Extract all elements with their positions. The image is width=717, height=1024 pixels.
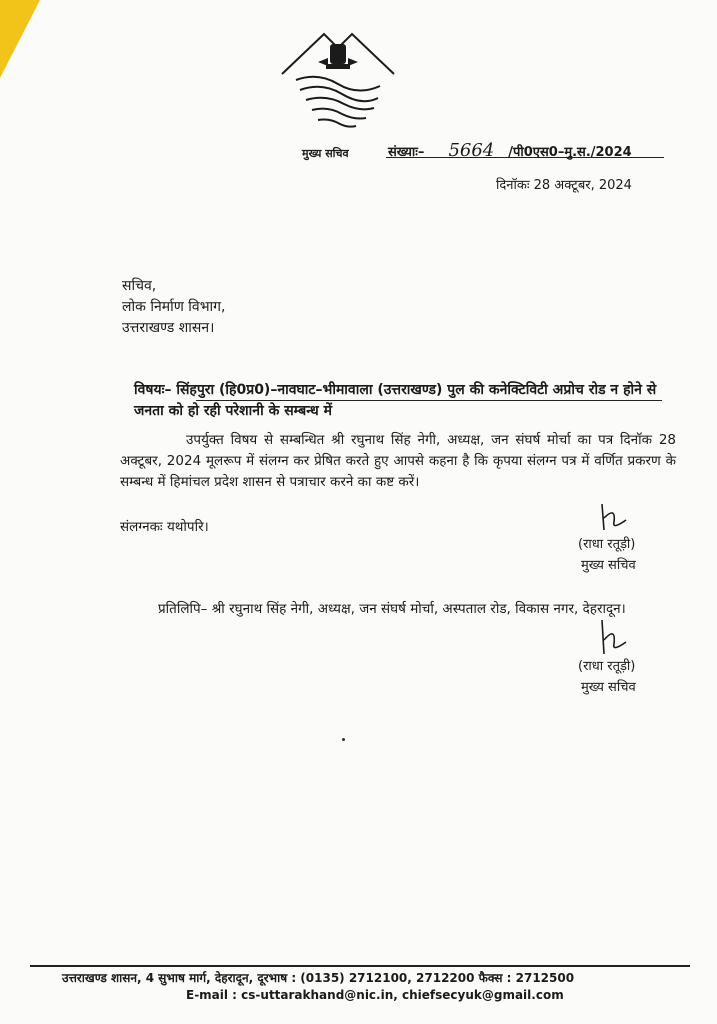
subject-text: सिंहपुरा (हि0प्र0)–नावघाट–भीमावाला (उत्तराखण्ड) पुल की कनेक्टिविटी अप्रोच रोड न होने से जनता को हो रही परेशानी के सम्बन्ध में <box>134 382 657 419</box>
subject-block <box>134 380 684 422</box>
signatory-name: (राधा रतूड़ी) <box>578 537 636 552</box>
signatory-designation: मुख्य सचिव <box>581 680 636 695</box>
letter-date: दिनॉकः 28 अक्टूबर, 2024 <box>496 178 632 193</box>
signature-icon <box>594 618 630 660</box>
ref-underline <box>386 157 664 158</box>
ref-label: संख्याः– <box>388 145 425 160</box>
footer-email: E-mail : cs-uttarakhand@nic.in, chiefsecyuk@gmail.com <box>186 988 564 1002</box>
paper-corner <box>0 0 40 78</box>
subject-label: विषयः– <box>134 382 172 398</box>
signatory-name: (राधा रतूड़ी) <box>578 659 636 674</box>
signature-icon <box>596 500 632 536</box>
signatory-designation: मुख्य सचिव <box>581 558 636 573</box>
copy-to: प्रतिलिपि– श्री रघुनाथ सिंह नेगी, अध्यक्ष, जन संघर्ष मोर्चा, अस्पताल रोड, विकास नगर, देहरादून। <box>158 601 626 617</box>
ref-handwritten-number: 5664 <box>448 140 495 161</box>
addressee-line: उत्तराखण्ड शासन। <box>122 320 215 336</box>
footer-address: उत्तराखण्ड शासन, 4 सुभाष मार्ग, देहरादून, दूरभाष : (0135) 2712100, 2712200 फैक्स : 2712500 <box>62 971 575 985</box>
footer-rule <box>30 965 690 967</box>
office-title: मुख्य सचिव <box>302 147 349 160</box>
subject-underline <box>196 400 662 401</box>
letter-body: उपर्युक्त विषय से सम्बन्धित श्री रघुनाथ सिंह नेगी, अध्यक्ष, जन संघर्ष मोर्चा का पत्र दिनॉक 28 अक्टूबर, 2024 मूलरूप में संलग्न कर प्रेषित करते हुए आपसे कहना है कि कृपया संलग्न पत्र में वर्णित प्रकरण के सम्बन्ध में हिमांचल प्रदेश शासन से पत्राचार करने का कष्ट करें। <box>120 432 676 490</box>
ink-speck <box>342 738 345 741</box>
addressee-line: सचिव, <box>122 278 157 294</box>
enclosure-note: संलग्नकः यथोपरि। <box>120 519 209 535</box>
uttarakhand-emblem-icon <box>278 28 396 136</box>
ref-suffix: /पी0एस0–मु.स./2024 <box>508 145 632 160</box>
addressee-line: लोक निर्माण विभाग, <box>122 299 226 315</box>
